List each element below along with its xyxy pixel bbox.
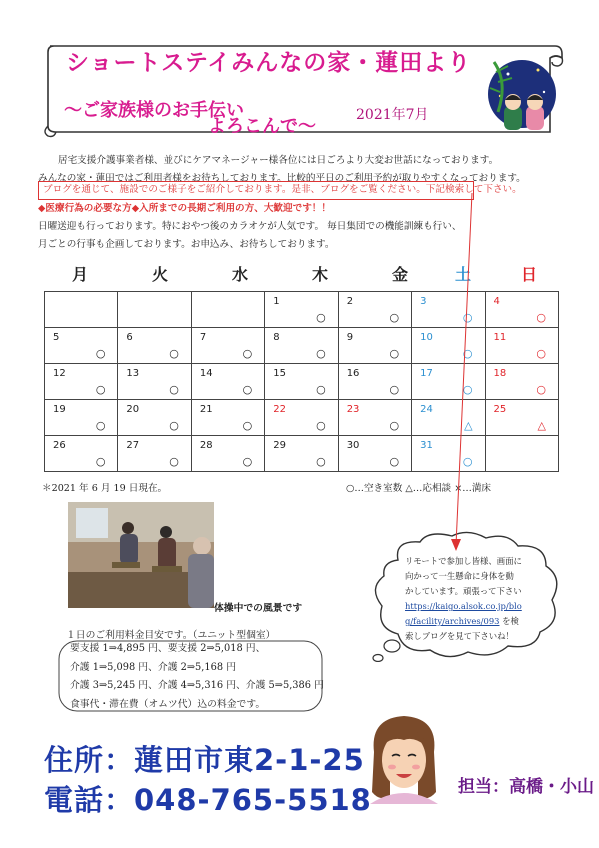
- calendar-day: [338, 328, 411, 364]
- vacancy-mark: ○: [462, 383, 473, 396]
- bubble-line-1: リモートで参加し皆様、画面に: [405, 556, 522, 566]
- photo-caption: 体操中での風景です: [214, 603, 303, 614]
- fee-line: 介護 3⇒5,245 円、介護 4⇒5,316 円、介護 5⇒5,386 円: [70, 680, 324, 692]
- day-number: 9: [346, 332, 354, 343]
- calendar-day: [265, 400, 338, 436]
- vacancy-mark: △: [537, 419, 546, 432]
- calendar-day: [485, 436, 558, 472]
- day-number: 14: [199, 368, 213, 379]
- calendar-day: [338, 364, 411, 400]
- day-number: 8: [273, 332, 280, 343]
- day-number: 26: [53, 440, 66, 451]
- day-header-mon: 月: [72, 265, 89, 284]
- vacancy-mark: △: [464, 419, 473, 432]
- calendar-day: [118, 400, 191, 436]
- day-header-thu: 木: [312, 265, 329, 284]
- vacancy-mark: ○: [169, 455, 179, 468]
- calendar-day: [191, 328, 264, 364]
- fee-line: 介護 1⇒5,098 円、介護 2⇒5,168 円: [70, 661, 237, 673]
- tanabata-illustration: [478, 52, 566, 138]
- exercise-photo: [68, 502, 214, 608]
- bubble-line-2: 向かって一生懸命に身体を動: [405, 571, 514, 581]
- vacancy-mark: ○: [389, 455, 400, 468]
- day-number: 29: [273, 440, 286, 451]
- vacancy-mark: ○: [169, 383, 179, 396]
- day-header-fri: 金: [392, 265, 409, 284]
- calendar-day: [118, 328, 191, 364]
- vacancy-mark: ○: [242, 383, 253, 396]
- fee-list: [70, 640, 324, 714]
- vacancy-calendar: [44, 291, 559, 472]
- vacancy-mark: ○: [389, 311, 400, 324]
- calendar-day: [45, 364, 118, 400]
- day-number: 28: [199, 440, 213, 451]
- calendar-day: [265, 436, 338, 472]
- calendar-day: [338, 292, 411, 328]
- day-number: 25: [493, 404, 507, 415]
- blog-notice-box: ブログを通じて、施設でのご様子をご紹介しております。是非、ブログをご覧ください。下記検索して下さい。: [38, 181, 474, 200]
- page-title: ショートステイみんなの家・蓮田より: [66, 49, 472, 76]
- phone-number[interactable]: 電話：048-765-5518: [44, 783, 372, 817]
- vacancy-mark: ○: [316, 347, 326, 360]
- calendar-week: [45, 292, 559, 328]
- vacancy-mark: ○: [316, 383, 326, 396]
- calendar-day: [265, 292, 338, 328]
- vacancy-mark: ○: [169, 347, 179, 360]
- calendar-week: [45, 364, 559, 400]
- calendar-day: [191, 292, 264, 328]
- intro-line-4: 月ごとの行事も企画しております。お申込み、お待ちしております。: [38, 238, 335, 250]
- vacancy-mark: ○: [462, 455, 473, 468]
- day-header-sat: 土: [455, 265, 472, 284]
- vacancy-mark: ○: [95, 383, 106, 396]
- day-number: 13: [126, 368, 140, 379]
- calendar-day: [118, 436, 191, 472]
- day-number: 6: [126, 332, 133, 343]
- staff-illustration: [368, 712, 440, 804]
- day-number: 11: [493, 332, 507, 343]
- bubble-line-4: 索しブログを見て下さいね！: [405, 631, 514, 641]
- vacancy-mark: ○: [389, 347, 400, 360]
- bubble-line-3: かしています。頑張って下さい: [405, 586, 522, 596]
- welcome-notice: ◆医療行為の必要な方◆入所までの長期ご利用の方、大歓迎です！！: [38, 203, 331, 214]
- vacancy-mark: ○: [169, 419, 179, 432]
- calendar-week: [45, 400, 559, 436]
- day-number: 12: [53, 368, 66, 379]
- day-number: 16: [346, 368, 360, 379]
- vacancy-mark: ○: [95, 347, 106, 360]
- fee-line: 食事代・滞在費（オムツ代）込の料金です。: [70, 698, 266, 710]
- calendar-week: [45, 328, 559, 364]
- day-number: 31: [420, 440, 433, 451]
- calendar-day: [118, 292, 191, 328]
- day-number: 20: [126, 404, 140, 415]
- vacancy-mark: ○: [316, 419, 326, 432]
- subtitle-line1: ～ご家族様のお手伝い: [64, 100, 244, 121]
- calendar-day: [45, 328, 118, 364]
- calendar-day: [45, 436, 118, 472]
- intro-line-2: みんなの家・蓮田ではご利用者様をお待ちしております。比較的平日のご利用予約が取りやすくなっております。: [38, 172, 526, 184]
- issue-date: 2021年7月: [356, 107, 429, 123]
- day-number: 24: [420, 404, 433, 415]
- vacancy-mark: ○: [242, 455, 253, 468]
- as-of-note: ＊2021 年 6 月 19 日現在。: [42, 483, 168, 494]
- vacancy-mark: ○: [389, 383, 400, 396]
- vacancy-mark: ○: [316, 455, 326, 468]
- vacancy-mark: ○: [389, 419, 400, 432]
- day-number: 15: [273, 368, 286, 379]
- day-header-wed: 水: [232, 265, 249, 284]
- vacancy-mark: ○: [462, 347, 473, 360]
- day-number: 22: [273, 404, 286, 415]
- intro-line-1: 居宅支援介護事業者様、並びにケアマネージャー様各位には日ごろより大変お世話になっております。: [58, 155, 499, 166]
- vacancy-mark: ○: [316, 311, 326, 324]
- day-header-tue: 火: [152, 265, 169, 284]
- calendar-day: [485, 328, 558, 364]
- day-number: 3: [420, 296, 427, 307]
- day-number: 5: [53, 332, 60, 343]
- day-number: 17: [420, 368, 433, 379]
- day-number: 2: [346, 296, 354, 307]
- day-number: 18: [493, 368, 507, 379]
- calendar-day: [45, 292, 118, 328]
- calendar-day: [191, 364, 264, 400]
- fee-heading: １日のご利用料金目安です。（ユニット型個室）: [66, 630, 276, 641]
- day-number: 4: [493, 296, 500, 307]
- intro-text-2: [38, 218, 568, 253]
- calendar-day: [338, 436, 411, 472]
- calendar-day: [485, 364, 558, 400]
- vacancy-mark: ○: [536, 311, 546, 324]
- blog-url-part-1[interactable]: https://kaigo.alsok.co.jp/blo: [405, 601, 522, 611]
- calendar-day: [485, 292, 558, 328]
- day-number: 7: [199, 332, 207, 343]
- contact-persons: 担当：高橋・小山: [458, 777, 594, 797]
- bubble-text: [405, 554, 545, 644]
- day-number: 27: [126, 440, 140, 451]
- vacancy-mark: ○: [242, 347, 253, 360]
- day-number: 21: [199, 404, 213, 415]
- calendar-day: [338, 400, 411, 436]
- vacancy-mark: ○: [95, 455, 106, 468]
- calendar-day: [265, 328, 338, 364]
- vacancy-mark: ○: [95, 419, 106, 432]
- calendar-day: [485, 400, 558, 436]
- intro-line-3: 日曜送迎も行っております。特におやつ後のカラオケが人気です。 毎日集団での機能訓練も行い、: [38, 221, 462, 232]
- calendar-day: [191, 436, 264, 472]
- subtitle-line2: よろこんで～: [208, 116, 316, 137]
- calendar-week: [45, 436, 559, 472]
- bubble-url-tail: を検: [499, 616, 519, 626]
- vacancy-mark: ○: [242, 419, 253, 432]
- day-header-sun: 日: [521, 265, 538, 284]
- vacancy-mark: ○: [536, 347, 546, 360]
- day-number: 10: [420, 332, 433, 343]
- fee-line: 要支援 1⇒4,895 円、要支援 2⇒5,018 円、: [70, 643, 266, 654]
- address: 住所：蓮田市東2-1-25: [44, 743, 365, 777]
- day-number: 30: [346, 440, 360, 451]
- calendar-day: [45, 400, 118, 436]
- blog-url-part-2[interactable]: g/facility/archives/093: [405, 616, 500, 626]
- day-number: 23: [346, 404, 360, 415]
- arrow-line: [440, 193, 480, 555]
- day-number: 19: [53, 404, 66, 415]
- calendar-day: [265, 364, 338, 400]
- day-number: 1: [273, 296, 280, 307]
- calendar-day: [118, 364, 191, 400]
- calendar-day: [191, 400, 264, 436]
- vacancy-mark: ○: [462, 311, 473, 324]
- vacancy-mark: ○: [536, 383, 546, 396]
- calendar-legend: ○…空き室数 △…応相談 ×…満床: [346, 483, 492, 494]
